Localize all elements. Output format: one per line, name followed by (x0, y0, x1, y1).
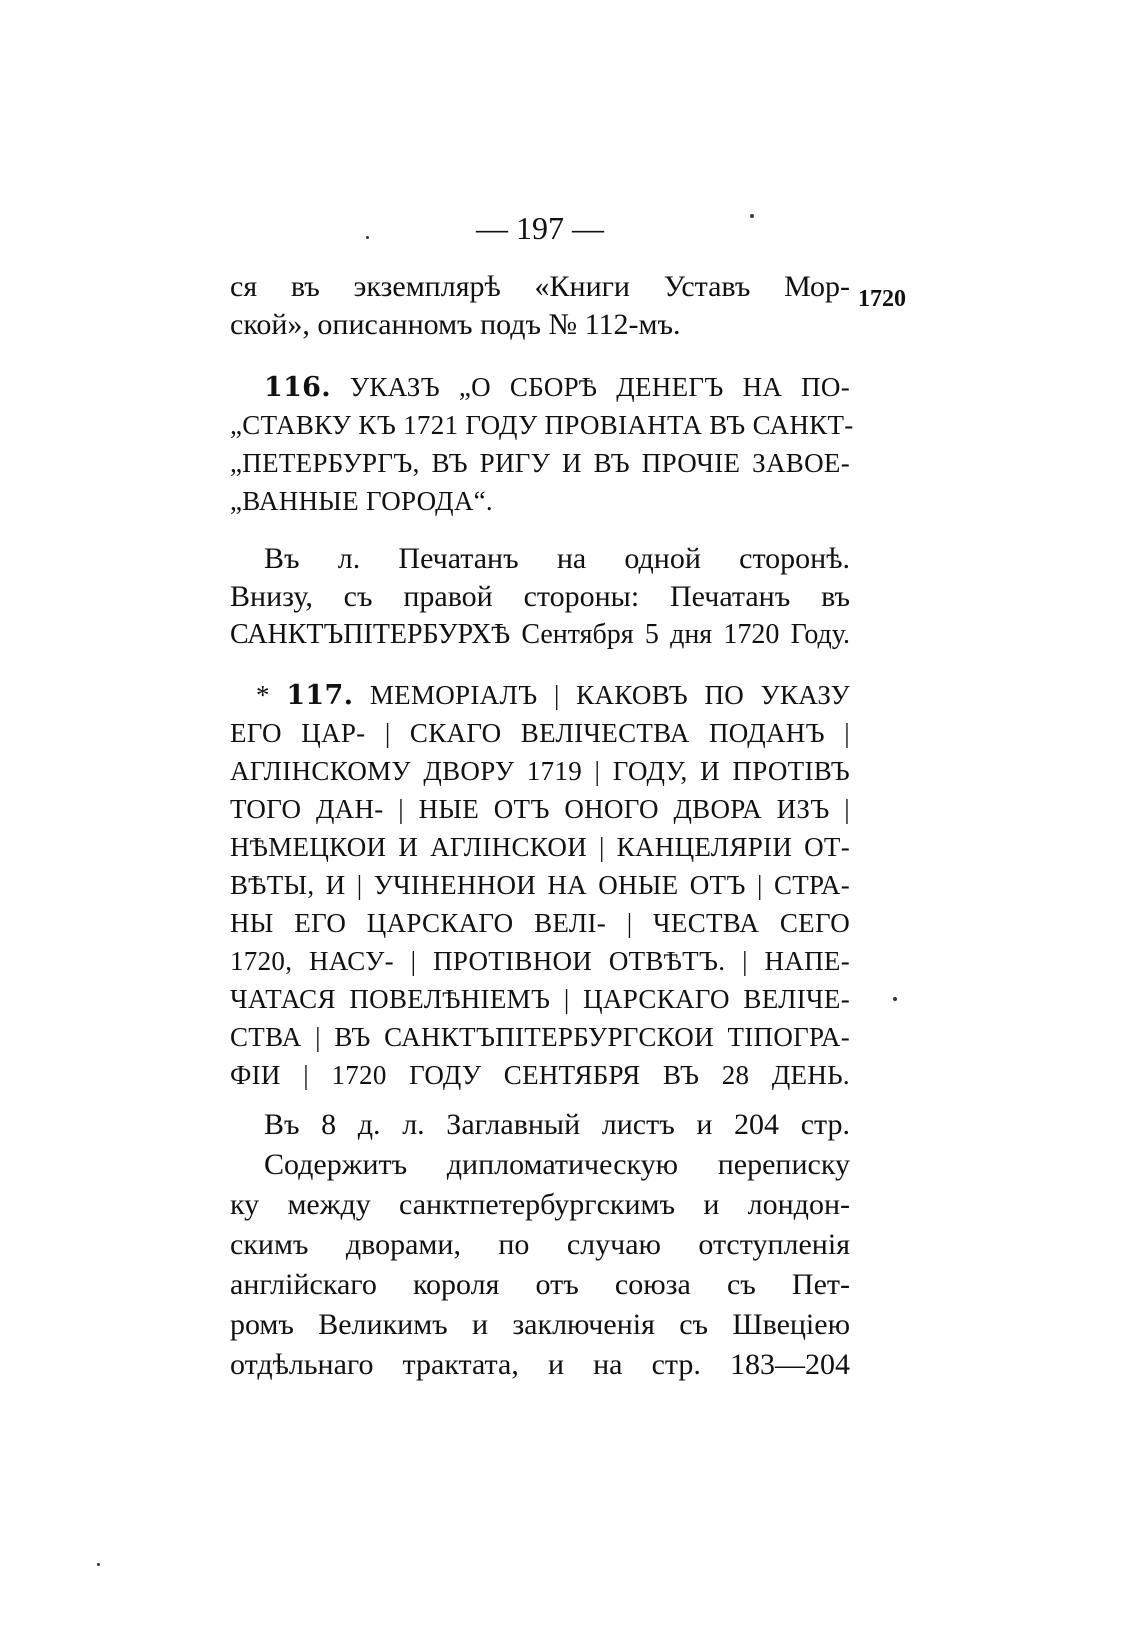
entry-117-title: МЕМОРІАЛЪ | КАКОВЪ ПО УКАЗУ (369, 680, 850, 710)
entry-116-first-line (230, 368, 850, 407)
text-line: Содержитъ дипломатическую переписку (264, 1148, 850, 1181)
scan-speck (97, 1563, 100, 1566)
page-number-header: — 197 — (476, 210, 604, 246)
entry-116-number: 116. (264, 372, 331, 403)
text-line: ромъ Великимъ и заключенія съ Швеціею (230, 1308, 850, 1341)
entry-117-star: * (256, 680, 270, 710)
text-line: ЕГО ЦАР- | СКАГО ВЕЛІЧЕСТВА ПОДАНЪ | (230, 718, 850, 748)
text-line: ТОГО ДАН- | НЫЕ ОТЪ ОНОГО ДВОРА ИЗЪ | (230, 794, 850, 824)
text-line: „ВАННЫЕ ГОРОДА“. (230, 486, 493, 516)
text-line: СТВА | ВЪ САНКТЪПІТЕРБУРГСКОИ ТІПОГРА- (230, 1022, 850, 1052)
text-line: ся въ экземплярѣ «Книги Уставъ Мор- (230, 270, 850, 303)
text-line: англійскаго короля отъ союза съ Пет- (230, 1268, 850, 1301)
text-line: ку между санктпетербургскимъ и лондон- (230, 1188, 850, 1221)
margin-year-note: 1720 (858, 286, 906, 312)
text-line: „ПЕТЕРБУРГЪ, ВЪ РИГУ И ВЪ ПРОЧІЕ ЗАВОЕ- (230, 448, 850, 478)
text-line: САНКТЪПІТЕРБУРХѢ Сентября 5 дня 1720 Году. (230, 619, 850, 650)
scan-speck (750, 214, 754, 218)
text-line: Въ 8 д. л. Заглавный листъ и 204 стр. (264, 1108, 850, 1141)
text-line: 1720, НАСУ- | ПРОТІВНОИ ОТВѢТЪ. | НАПЕ- (230, 946, 850, 976)
scan-speck (893, 997, 897, 1001)
text-line: АГЛІНСКОМУ ДВОРУ 1719 | ГОДУ, И ПРОТІВЪ (230, 756, 850, 786)
text-line: ВѢТЫ, И | УЧІНЕННОИ НА ОНЫЕ ОТЪ | СТРА- (230, 870, 850, 900)
text-line: „СТАВКУ КЪ 1721 ГОДУ ПРОВІАНТА ВЪ САНКТ- (230, 410, 854, 440)
text-line: отдѣльнаго трактата, и на стр. 183—204 (230, 1348, 850, 1381)
text-line: ЧАТАСЯ ПОВЕЛѢНІЕМЪ | ЦАРСКАГО ВЕЛІЧЕ- (230, 984, 850, 1014)
entry-117-first-line (230, 676, 850, 715)
text-line: НЫ ЕГО ЦАРСКАГО ВЕЛІ- | ЧЕСТВА СЕГО (230, 908, 850, 938)
text-line: ской», описанномъ подъ № 112-мъ. (230, 308, 681, 341)
entry-116-title: УКАЗЪ „О СБОРѢ ДЕНЕГЪ НА ПО- (349, 372, 850, 402)
entry-117-number: 117. (286, 680, 354, 711)
text-line: скимъ дворами, по случаю отступленія (230, 1228, 850, 1261)
text-line: Въ л. Печатанъ на одной сторонѣ. (264, 542, 850, 575)
scan-speck (366, 236, 369, 239)
text-line: Внизу, съ правой стороны: Печатанъ въ (230, 580, 850, 613)
text-line: НѢМЕЦКОИ И АГЛІНСКОИ | КАНЦЕЛЯРІИ ОТ- (230, 832, 850, 862)
text-line: ФІИ | 1720 ГОДУ СЕНТЯБРЯ ВЪ 28 ДЕНЬ. (230, 1060, 850, 1090)
